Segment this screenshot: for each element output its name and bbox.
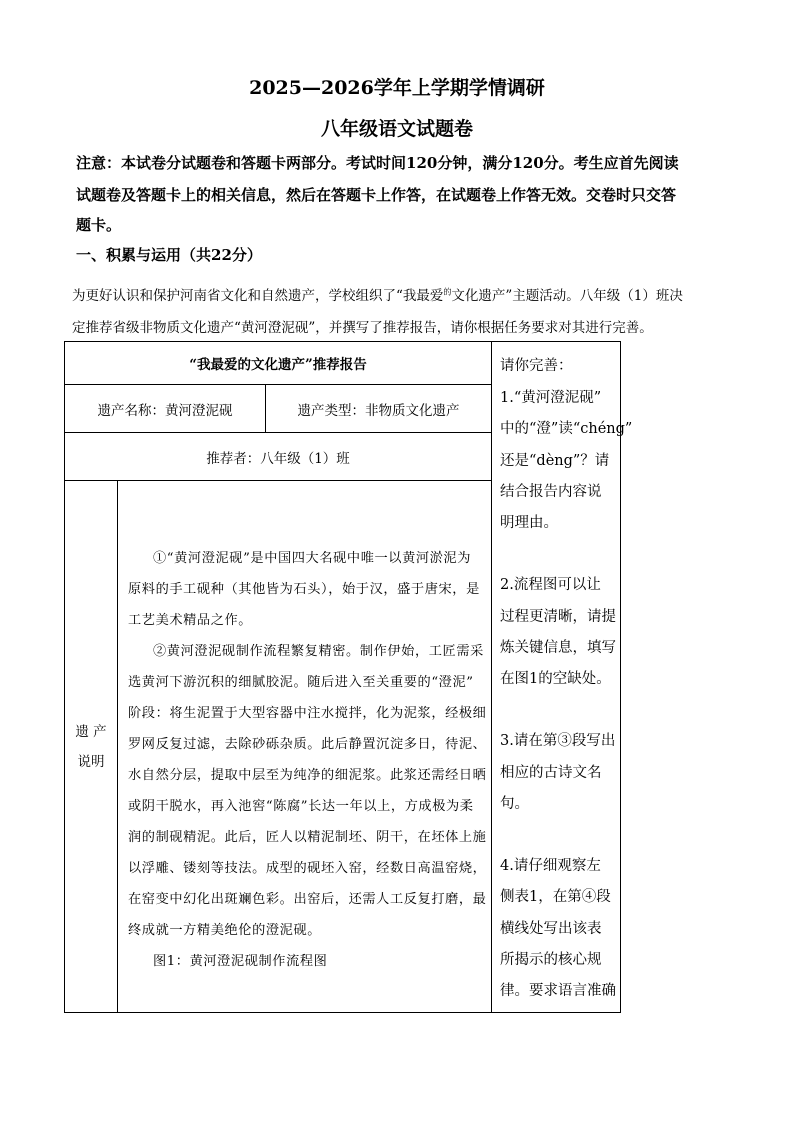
exam-title: 2025—2026学年上学期学情调研: [249, 77, 545, 99]
notice-line-2: 试题卷及答题卡上的相关信息，然后在答题卡上作答，在试题卷上作答无效。交卷时只交答: [76, 186, 677, 204]
exam-subtitle: 八年级语文试题卷: [320, 118, 473, 140]
task-line: 横线处写出该表: [500, 921, 602, 937]
heritage-description-label: [65, 481, 118, 1013]
task-column: [492, 342, 633, 1013]
task-line: 请你完善：: [500, 358, 573, 374]
task-line: 句。: [500, 796, 529, 812]
heritage-description-body: [118, 481, 492, 1013]
task-line: 炼关键信息，填写: [500, 640, 616, 656]
body-line: 罗网反复过滤，去除砂砾杂质。此后静置沉淀多日，待泥、: [128, 737, 487, 752]
task-line: 所揭示的核心规: [500, 952, 602, 968]
notice-line-3: 题卡。: [76, 216, 122, 234]
label-line-2: 说明: [77, 753, 105, 770]
task-line: 结合报告内容说: [500, 484, 602, 500]
body-line: 以浮雕、镂刻等技法。成型的砚坯入窑，经数日高温窑烧，: [128, 861, 487, 876]
label-line-1: 遗 产: [75, 723, 107, 740]
heritage-name: 遗产名称：黄河澄泥砚: [65, 385, 266, 433]
body-line: 或阴干脱水，再入池窖“陈腐”长达一年以上，方成极为柔: [128, 799, 474, 814]
task-line: 过程更清晰，请提: [500, 609, 616, 625]
body-line: 工艺美术精品之作。: [128, 613, 253, 628]
task-line: 4.请仔细观察左: [500, 858, 601, 874]
task-line: 中的“澄”读“chéng”: [500, 421, 633, 437]
body-line: 选黄河下游沉积的细腻胶泥。随后进入至关重要的“澄泥”: [128, 675, 474, 690]
recommender: 推荐者：八年级（1）班: [65, 433, 492, 481]
body-line: 润的制砚精泥。此后，匠人以精泥制坯、阴干，在坯体上施: [128, 830, 487, 845]
body-line: 终成就一方精美绝伦的澄泥砚。: [128, 923, 322, 938]
body-line: 在窑变中幻化出斑斓色彩。出窑后，还需人工反复打磨，最: [128, 892, 487, 907]
report-title: “我最爱的文化遗产”推荐报告: [65, 342, 492, 385]
intro-text-a: 为更好认识和保护河南省文化和自然遗产，学校组织了“我最爱: [72, 288, 444, 304]
task-line: 律。要求语言准确: [500, 983, 616, 999]
body-line: ②黄河澄泥砚制作流程繁复精密。制作伊始，工匠需采: [153, 644, 484, 659]
intro-line-2: 定推荐省级非物质文化遗产“黄河澄泥砚”，并撰写了推荐报告，请你根据任务要求对其进行完善。: [72, 320, 653, 336]
intro-line-1: [72, 284, 683, 304]
body-line: ①“黄河澄泥砚”是中国四大名砚中唯一以黄河淤泥为: [153, 551, 472, 566]
task-line: 2.流程图可以让: [500, 577, 601, 593]
body-line: 水自然分层，提取中层至为纯净的细泥浆。此浆还需经日晒: [128, 768, 487, 783]
task-line: 还是“dèng”？请: [500, 453, 610, 469]
body-line: 阶段：将生泥置于大型容器中注水搅拌，化为泥浆，经极细: [128, 706, 487, 721]
task-line: 侧表1，在第④段: [500, 889, 611, 905]
intro-superscript: 的: [443, 287, 452, 297]
figure-caption: 图1：黄河澄泥砚制作流程图: [153, 954, 328, 969]
section-heading: 一、积累与运用（共22分）: [76, 246, 262, 264]
report-table: [64, 341, 633, 1013]
intro-text-b: 文化遗产”主题活动。八年级（1）班决: [451, 288, 683, 304]
task-line: 明理由。: [500, 515, 558, 531]
task-line: 相应的古诗文名: [500, 765, 602, 781]
task-line: 3.请在第③段写出: [500, 733, 616, 749]
notice-line-1: 注意：本试卷分试题卷和答题卡两部分。考试时间120分钟，满分120分。考生应首先阅读: [76, 154, 679, 172]
body-line: 原料的手工砚种（其他皆为石头），始于汉，盛于唐宋，是: [128, 582, 480, 597]
task-line: 1.“黄河澄泥砚”: [500, 390, 602, 406]
task-line: 在图1的空缺处。: [500, 671, 611, 687]
heritage-type: 遗产类型：非物质文化遗产: [266, 385, 492, 433]
